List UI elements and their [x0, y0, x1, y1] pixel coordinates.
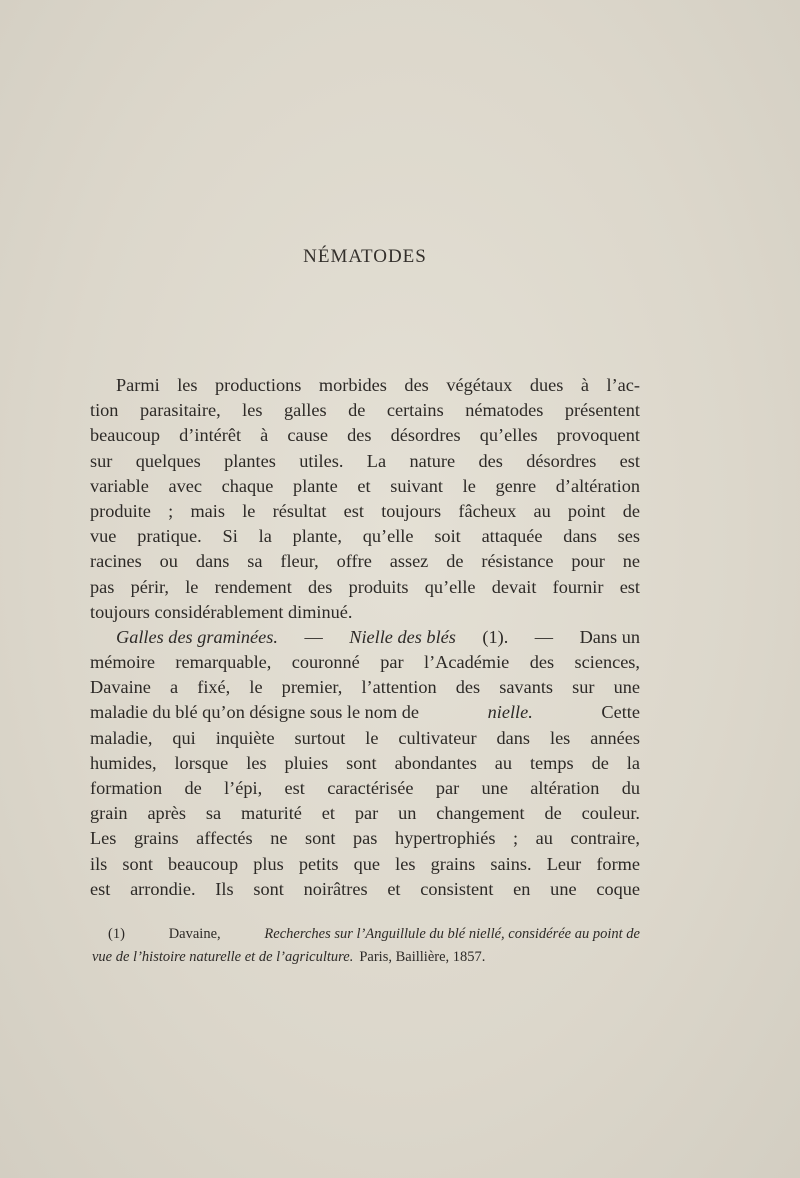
paragraph-line: sur quelques plantes utiles. La nature des désordres est — [90, 450, 640, 471]
paragraph-line: pas périr, le rendement des produits qu’elle devait fournir est — [90, 576, 640, 597]
page-title: NÉMATODES — [303, 246, 427, 267]
subsection-heading: Nielle des blés — [349, 626, 456, 647]
paragraph-line: mémoire remarquable, couronné par l’Académie des sciences, — [90, 652, 640, 673]
paragraph-line: Parmi les productions morbides des végétaux dues à l’ac- — [116, 375, 640, 395]
footnote-marker: (1) — [108, 926, 125, 942]
footnote-title: Recherches sur l’Anguillule du blé niellé, considérée au point de — [264, 926, 640, 942]
footnote-author: Davaine, — [168, 926, 221, 942]
italic-term: nielle. — [487, 702, 533, 723]
paragraph-line — [90, 700, 640, 725]
footnote-publisher: Paris, Baillière, 1857. — [359, 949, 486, 965]
line-text: Cette — [601, 702, 640, 723]
paragraph-line: grain après sa maturité et par un changement de couleur. — [90, 803, 640, 824]
em-dash: — — [304, 626, 323, 647]
paragraph-line: beaucoup d’intérêt à cause des désordres qu’elles provoquent — [90, 425, 640, 446]
paragraph-line: humides, lorsque les pluies sont abondantes au temps de la — [90, 752, 640, 773]
section-heading-line — [90, 625, 640, 650]
paragraph-line: maladie, qui inquiète surtout le cultivateur dans les années — [90, 727, 640, 748]
paragraph-line: vue pratique. Si la plante, qu’elle soit attaquée dans ses — [90, 526, 640, 547]
footnote — [92, 923, 640, 969]
em-dash: — — [534, 626, 554, 647]
paragraph-line: variable avec chaque plante et suivant le genre d’altération — [90, 475, 640, 496]
footnote-line — [92, 946, 640, 969]
section-heading: Galles des graminées. — [116, 626, 278, 647]
paragraph-line: produite ; mais le résultat est toujours fâcheux au point de — [90, 500, 640, 521]
paragraph-line: formation de l’épi, est caractérisée par une altération du — [90, 778, 640, 798]
footnote-title-cont: vue de l’histoire naturelle et de l’agriculture. — [92, 949, 354, 965]
paragraph-line: ils sont beaucoup plus petits que les grains sains. Leur forme — [90, 853, 640, 874]
line-text: Dans un — [579, 626, 640, 647]
paragraph-line: est arrondie. Ils sont noirâtres et consistent en une coque — [90, 878, 640, 899]
footnote-line — [108, 923, 640, 946]
paragraph-line: toujours considérablement diminué. — [90, 601, 353, 622]
line-text: maladie du blé qu’on désigne sous le nom de — [90, 702, 419, 723]
paragraph-line: Les grains affectés ne sont pas hypertrophiés ; au contraire, — [90, 828, 640, 849]
footnote-ref: (1). — [482, 626, 509, 647]
paragraph-line: Davaine a fixé, le premier, l’attention des savants sur une — [90, 677, 640, 698]
paragraph-line: tion parasitaire, les galles de certains nématodes présentent — [90, 400, 640, 421]
paragraph-line: racines ou dans sa fleur, offre assez de résistance pour ne — [90, 551, 640, 572]
body-text — [90, 373, 640, 902]
